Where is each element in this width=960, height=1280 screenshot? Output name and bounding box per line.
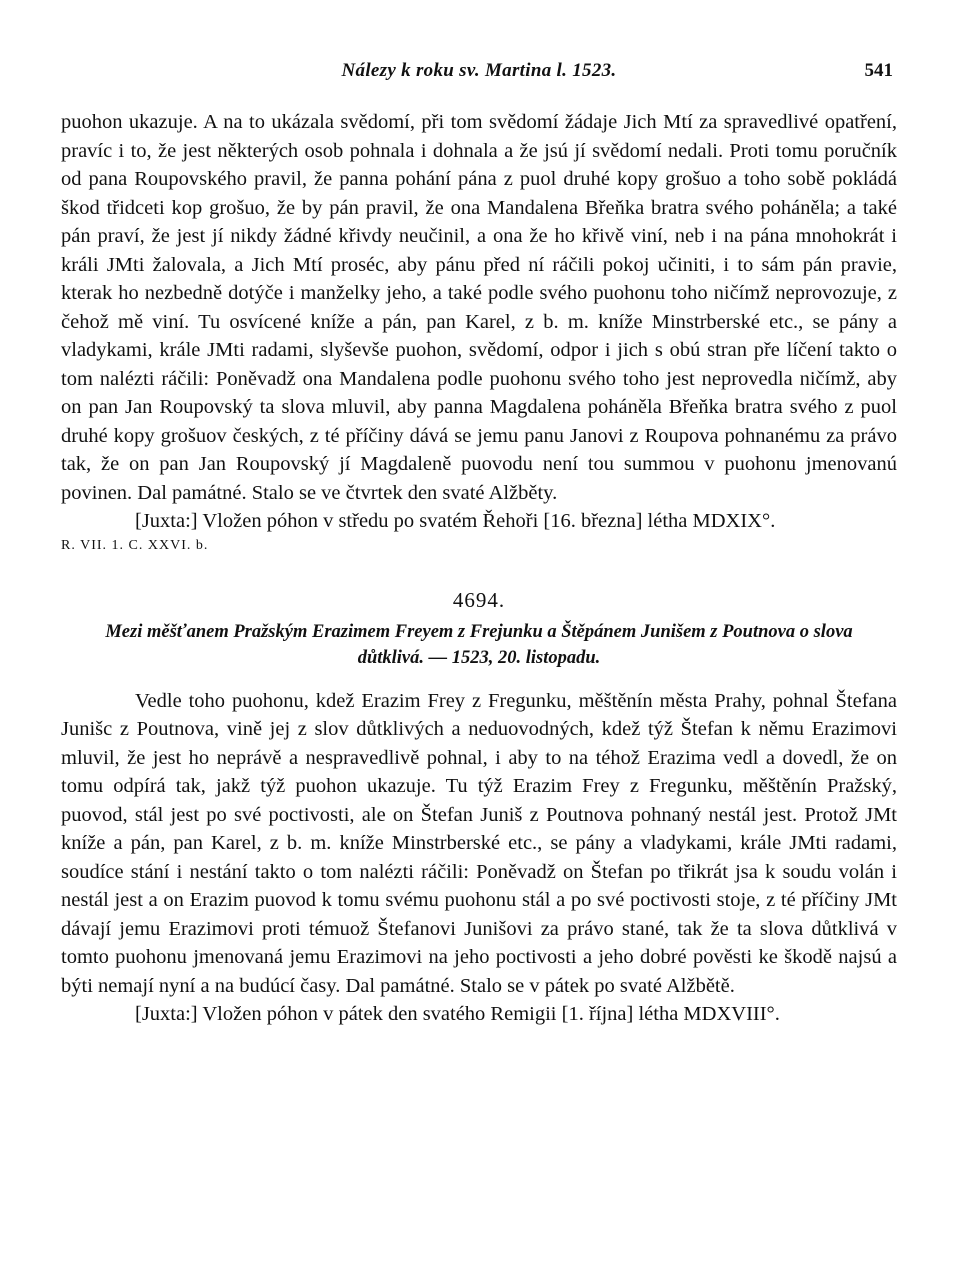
- entry-title: Mezi měšťanem Pražským Erazimem Freyem z Frejunku a Štěpánem Junišem z Poutnova o slova důtklivá. — 1523, 20. listopadu.: [105, 621, 853, 668]
- page-number: 541: [864, 60, 893, 81]
- previous-entry-juxta-note: [Juxta:] Vložen póhon v středu po svatém Řehoři [16. března] létha MDXIX°.: [135, 510, 776, 532]
- entry-number: 4694.: [452, 587, 506, 612]
- page-header: [61, 60, 897, 90]
- document-page: [61, 60, 897, 1029]
- previous-entry-paragraph: puohon ukazuje. A na to ukázala svědomí, při tom svědomí žádaje Jich Mtí za spravedlivé opatření, pravíc i to, že jest některých osob pohnala i dohnala a že jsú jí svědomí nedali. Proti tomu poručník od pana Roupovského pravil, že panna pohání pána z puol druhé kopy grošuo a toho sobě pokládá škod třidceti kop grošuo, že by pán pravil, že ona Mandalena Břeňka bratra svého poháněla; a také pán praví, že jest jí nikdy žádné křivdy neučinil, a ona že ho křivě viní, neb i na pána mnohokrát i králi JMti žalovala, a Jich Mtí proséc, aby pánu před ní ráčili pokoj učiniti, i to sám pán pravie, kterak ho nezbedně dotýče i manželky jeho, a také podle svého puohonu toho ničímž neprovozuje, z čehož mě viní. Tu osvícené kníže a pán, pan Karel, z b. m. kníže Minstrberské etc., se pány a vladykami, krále JMti radami, slyševše puohon, svědomí, odpor i jich s obú stran pře líčení takto o tom nalézti ráčili: Poněvadž ona Mandalena podle puohonu svého toho jest neprovedla ničímž, aby on pan Jan Roupovský ta slova mluvil, aby panna Magdalena poháněla Břeňka bratra svého z puol druhé kopy grošuov českých, z té příčiny dává se jemu panu Janovi z Roupova pohnanému za právo tak, že on pan Jan Roupovský jí Magdaleně puovodu není tou summou v puohonu jmenovanú povinen. Dal památné. Stalo se ve čtvrtek den svaté Alžběty.: [61, 111, 897, 504]
- archival-reference: R. VII. 1. C. XXVI. b.: [61, 537, 209, 553]
- entry-paragraph: Vedle toho puohonu, kdež Erazim Frey z Fregunku, měštěnín města Prahy, pohnal Štefana Junišc z Poutnova, vině jej z slov důtklivých a neduovodných, kdež týž Štefan k němu Erazimovi mluvil, že jest ho neprávě a nespravedlivě pohnal, i aby to na téhož Erazima vedl a dovedl, že on tomu odpírá tak, jakž týž puohon ukazuje. Tu týž Erazim Frey z Fregunku, měštěnín Pražský, puovod, stál jest po své poctivosti, ale on Štefan Juniš z Poutnova pohnaný nestál jest. Protož JMt kníže a pán, pan Karel, z b. m. kníže Minstrberské etc., se pány a vladykami, krále JMti radami, soudíce stání i nestání takto o tom nalézti ráčili: Poněvadž on Štefan po třikrát jsa k soudu volán i nestál jest a on Erazim puovod k tomu svému puohonu stál a po své poctivosti stoje, z té příčiny JMt dávají jemu Erazimovi proti témuož Štefanovi Junišovi za právo stané, tak že ta slova důtklivá v tomto puohonu jmenovaná jemu Erazimovi na jeho poctivosti a jeho dobré pověsti ke škodě najsú a býti nemají nyní a na budúcí časy. Dal památné. Stalo se v pátek po svaté Alžbětě.: [61, 689, 897, 997]
- running-head: Nálezy k roku sv. Martina l. 1523.: [341, 60, 617, 81]
- entry-juxta-note: [Juxta:] Vložen póhon v pátek den svatého Remigii [1. října] létha MDXVIII°.: [135, 1003, 780, 1025]
